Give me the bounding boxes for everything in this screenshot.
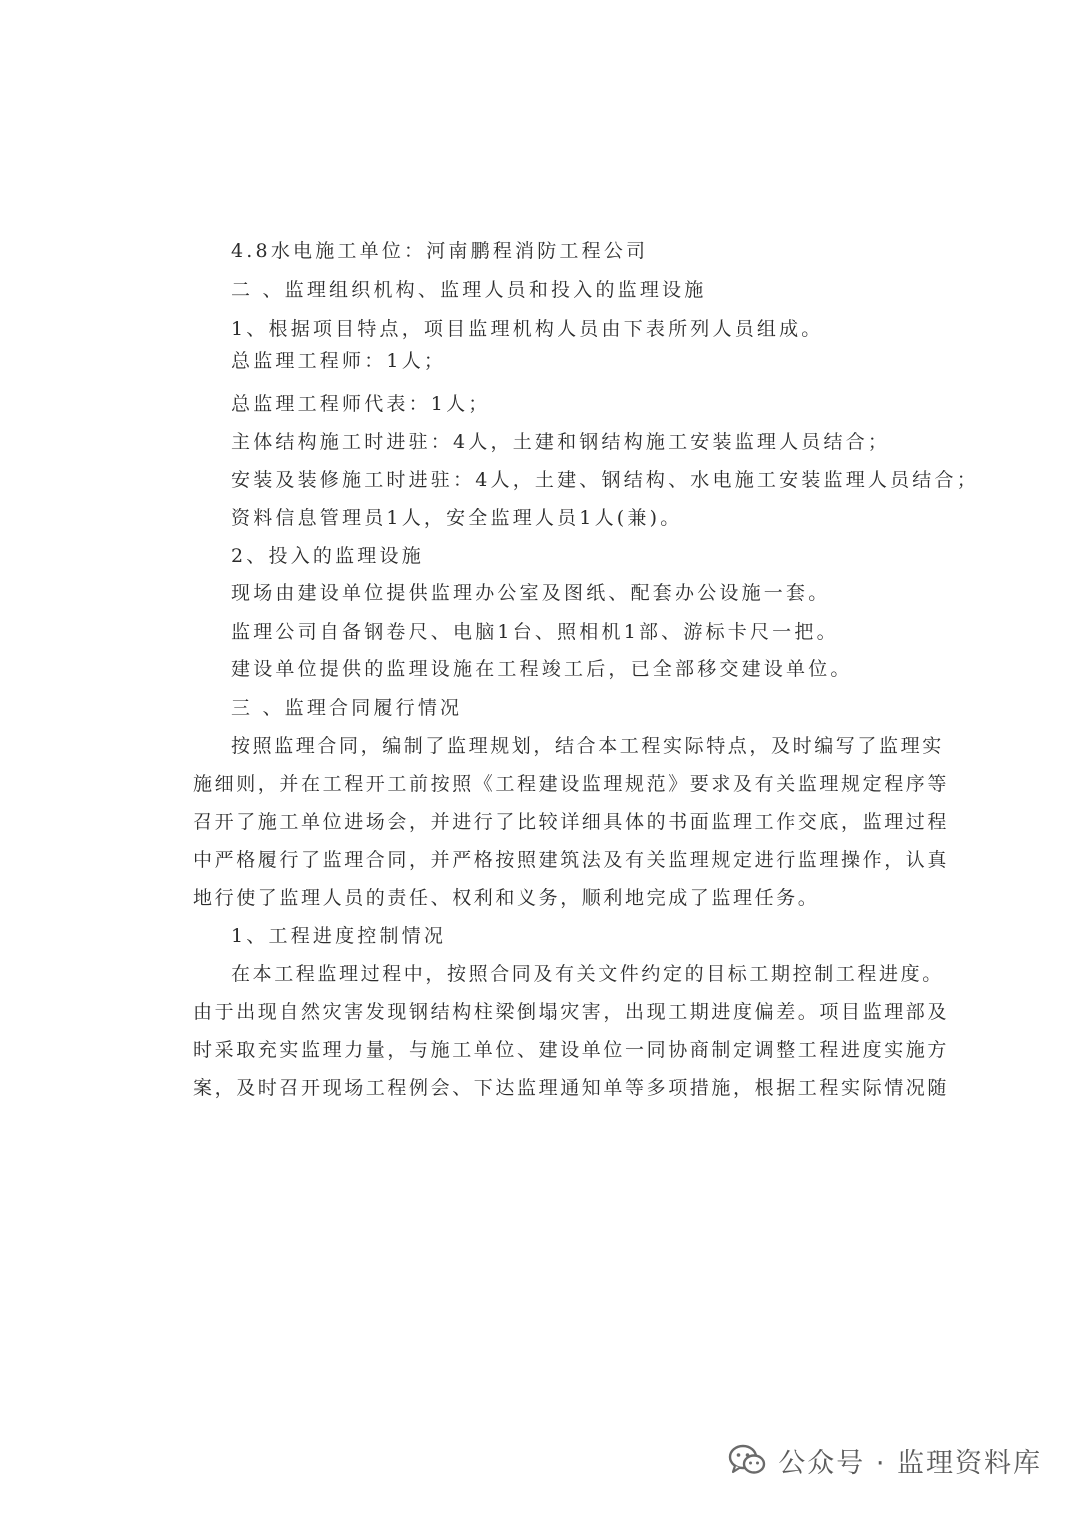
watermark-text: 公众号 · 监理资料库 [778,1447,1042,1479]
paragraph-line: 中严格履行了监理合同，并严格按照建筑法及有关监理规定进行监理操作，认真 [193,849,950,871]
paragraph-line: 时采取充实监理力量，与施工单位、建设单位一同协商制定调整工程进度实施方 [193,1039,950,1061]
section-heading: 二 、监理组织机构、监理人员和投入的监理设施 [231,279,707,301]
section-heading: 三 、监理合同履行情况 [231,697,463,719]
paragraph-line: 由于出现自然灾害发现钢结构柱梁倒塌灾害，出现工期进度偏差。项目监理部及 [193,1001,950,1023]
paragraph-line: 按照监理合同，编制了监理规划，结合本工程实际特点，及时编写了监理实 [231,735,944,757]
paragraph-line: 地行使了监理人员的责任、权利和义务，顺利地完成了监理任务。 [193,887,820,909]
wechat-icon [728,1444,766,1476]
subsection-heading: 2、投入的监理设施 [231,545,424,567]
text-line: 4.8水电施工单位：河南鹏程消防工程公司 [231,240,649,262]
text-line: 总监理工程师代表：1人； [231,393,491,415]
text-line: 安装及装修施工时进驻：4人，土建、钢结构、水电施工安装监理人员结合； [231,469,979,491]
paragraph-line: 施细则，并在工程开工前按照《工程建设监理规范》要求及有关监理规定程序等 [193,773,950,795]
subsection-heading: 1、工程进度控制情况 [231,925,447,947]
text-line: 主体结构施工时进驻：4人，土建和钢结构施工安装监理人员结合； [231,431,891,453]
paragraph-line: 召开了施工单位进场会，并进行了比较详细具体的书面监理工作交底，监理过程 [193,811,950,833]
paragraph-line: 在本工程监理过程中，按照合同及有关文件约定的目标工期控制工程进度。 [231,963,944,985]
text-line: 现场由建设单位提供监理办公室及图纸、配套办公设施一套。 [231,582,831,604]
text-line: 总监理工程师：1人； [231,350,447,372]
text-line: 建设单位提供的监理设施在工程竣工后，已全部移交建设单位。 [231,658,853,680]
watermark [728,1440,1042,1480]
text-line: 资料信息管理员1人，安全监理人员1人(兼)。 [231,507,683,529]
subsection-heading: 1、根据项目特点，项目监理机构人员由下表所列人员组成。 [231,318,824,340]
text-line: 监理公司自备钢卷尺、电脑1台、照相机1部、游标卡尺一把。 [231,621,839,643]
paragraph-line: 案，及时召开现场工程例会、下达监理通知单等多项措施，根据工程实际情况随 [193,1077,950,1099]
